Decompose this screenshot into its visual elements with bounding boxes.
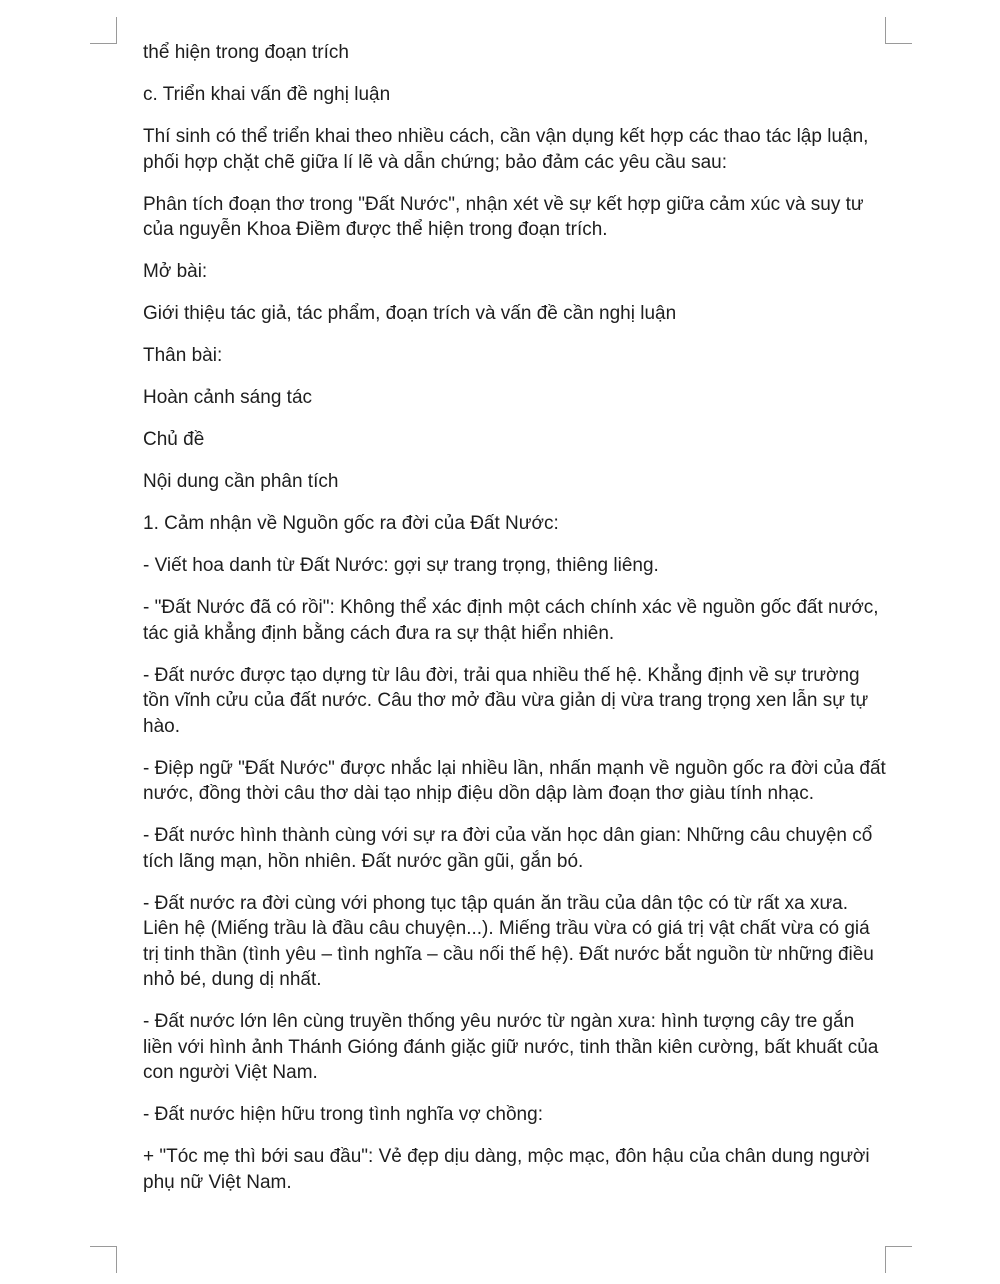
bullet-item: - Đất nước hình thành cùng với sự ra đời của văn học dân gian: Những câu chuyện cổ tích lãng mạn, hồn nhiên. Đất nước gần gũi, gắn bó. <box>143 825 873 872</box>
paragraph-instructions: Thí sinh có thể triển khai theo nhiều cách, cần vận dụng kết hợp các thao tác lập luận, phối hợp chặt chẽ giữa lí lẽ và dẫn chứng; bảo đảm các yêu cầu sau: <box>143 126 869 173</box>
bullet-item: - "Đất Nước đã có rồi": Không thể xác định một cách chính xác về nguồn gốc đất nước, tác giả khẳng định bằng cách đưa ra sự thật hiển nhiên. <box>143 597 879 644</box>
heading-point-1: 1. Cảm nhận về Nguồn gốc ra đời của Đất Nước: <box>143 513 559 534</box>
sub-bullet-item: + "Tóc mẹ thì bới sau đầu": Vẻ đẹp dịu dàng, mộc mạc, đôn hậu của chân dung người phụ nữ Việt Nam. <box>143 1146 870 1193</box>
heading-than-bai: Thân bài: <box>143 345 223 366</box>
crop-mark-bottom-left <box>90 1246 117 1273</box>
bullet-item: - Đất nước lớn lên cùng truyền thống yêu nước từ ngàn xưa: hình tượng cây tre gắn liền với hình ảnh Thánh Gióng đánh giặc giữ nước, tinh thần kiên cường, bất khuất của con người Việt Nam. <box>143 1011 879 1083</box>
bullet-item: - Điệp ngữ "Đất Nước" được nhắc lại nhiều lần, nhấn mạnh về nguồn gốc ra đời của đất nước, đồng thời câu thơ dài tạo nhịp điệu dồn dập làm đoạn thơ giàu tính nhạc. <box>143 757 886 804</box>
bullet-item: - Đất nước được tạo dựng từ lâu đời, trải qua nhiều thế hệ. Khẳng định về sự trường tồn vĩnh cửu của đất nước. Câu thơ mở đầu vừa giản dị vừa trang trọng xen lẫn sự tự hào. <box>143 664 869 737</box>
bullet-item: - Viết hoa danh từ Đất Nước: gợi sự trang trọng, thiêng liêng. <box>143 555 659 576</box>
crop-mark-bottom-right <box>885 1246 912 1273</box>
crop-mark-top-right <box>885 17 912 44</box>
paragraph-continuation: thể hiện trong đoạn trích <box>143 42 349 63</box>
heading-mo-bai: Mở bài: <box>143 261 208 282</box>
paragraph-intro: Giới thiệu tác giả, tác phẩm, đoạn trích và vấn đề cần nghị luận <box>143 303 677 324</box>
paragraph-task: Phân tích đoạn thơ trong "Đất Nước", nhận xét về sự kết hợp giữa cảm xúc và suy tư của nguyễn Khoa Điềm được thể hiện trong đoạn trích. <box>143 193 864 240</box>
item-chu-de: Chủ đề <box>143 429 205 450</box>
bullet-item: - Đất nước ra đời cùng với phong tục tập quán ăn trầu của dân tộc có từ rất xa xưa. Liên hệ (Miếng trầu là đầu câu chuyện...). Miếng trầu vừa có giá trị vật chất vừa có giá trị tinh thần (tình yêu – tình nghĩa – cầu nối thế hệ). Đất nước bắt nguồn từ những điều nhỏ bé, dung dị nhất. <box>143 892 874 990</box>
document-body <box>143 40 888 1212</box>
item-hoan-canh: Hoàn cảnh sáng tác <box>143 387 313 408</box>
item-noi-dung: Nội dung cần phân tích <box>143 471 339 492</box>
crop-mark-top-left <box>90 17 117 44</box>
bullet-item: - Đất nước hiện hữu trong tình nghĩa vợ chồng: <box>143 1104 543 1125</box>
section-heading-c: c. Triển khai vấn đề nghị luận <box>143 84 391 105</box>
